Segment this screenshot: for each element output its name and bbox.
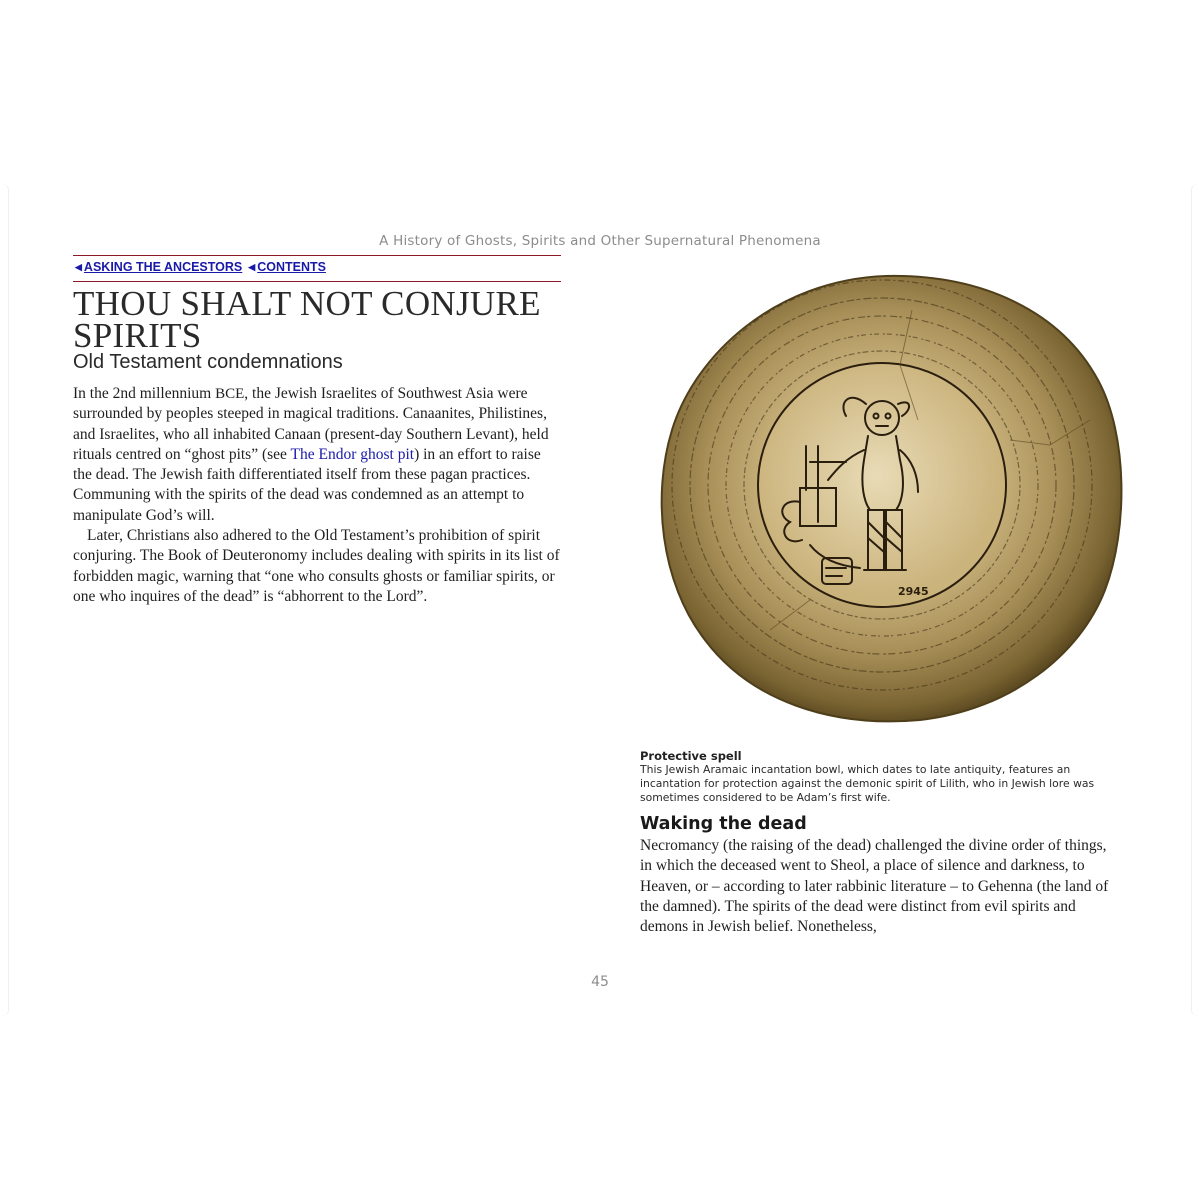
- paragraph-2: Later, Christians also adhered to the Old Testament’s prohibition of spirit conjuring. The Book of Deuteronomy includes dealing with spirits in its list of forbidden magic, warning that “one who consults ghosts or familiar spirits, or one who inquires of the dead” is “abhorrent to the Lord”.: [73, 527, 560, 605]
- era-abbreviation: BCE: [215, 386, 245, 402]
- caption-title: Protective spell: [640, 749, 742, 763]
- image-caption: [640, 749, 1125, 806]
- section-heading: Waking the dead: [640, 814, 807, 834]
- museum-number: 2945: [898, 585, 929, 598]
- back-arrow-icon: ◀: [75, 262, 82, 272]
- chapter-title: THOU SHALT NOT CONJURE SPIRITS: [73, 284, 541, 355]
- left-column-body: [73, 384, 563, 607]
- incantation-bowl-image: [650, 270, 1130, 726]
- chapter-subtitle: Old Testament condemnations: [73, 351, 343, 373]
- back-link-asking-the-ancestors[interactable]: ASKING THE ANCESTORS: [83, 260, 243, 274]
- page-number: 45: [591, 974, 609, 990]
- navigation-bar: [73, 255, 561, 282]
- endor-ghost-pit-link[interactable]: The Endor ghost pit: [290, 445, 415, 463]
- contents-link[interactable]: CONTENTS: [257, 260, 326, 274]
- paragraph-1: In the 2nd millennium BCE, the Jewish Israelites of Southwest Asia were surrounded by peoples steeped in magical traditions. Canaanites, Philistines, and Israelites, who all inhabited Canaan (present-day Southern Levant), held rituals centred on “ghost pits” (see The Endor ghost pit) in an effort to raise the dead. The Jewish faith differentiated itself from these pagan practices. Communing with the spirits of the dead was condemned as an attempt to manipulate God’s will.: [73, 385, 549, 524]
- right-page-edge: [1191, 184, 1200, 1016]
- section-body: Necromancy (the raising of the dead) challenged the divine order of things, in which the deceased went to Sheol, a place of silence and darkness, to Heaven, or – according to later rabbinic literature – to Gehenna (the land of the damned). The spirits of the dead were distinct from evil spirits and demons in Jewish belief. Nonetheless,: [640, 837, 1109, 936]
- running-head: A History of Ghosts, Spirits and Other Supernatural Phenomena: [379, 233, 821, 249]
- nav-links: [75, 260, 326, 274]
- left-page-edge: [0, 184, 9, 1016]
- contents-arrow-icon: ◀: [248, 262, 256, 272]
- caption-body: This Jewish Aramaic incantation bowl, which dates to late antiquity, features an incantation for protection against the demonic spirit of Lilith, who in Jewish lore was sometimes considered to be Adam’s first wife.: [640, 763, 1095, 805]
